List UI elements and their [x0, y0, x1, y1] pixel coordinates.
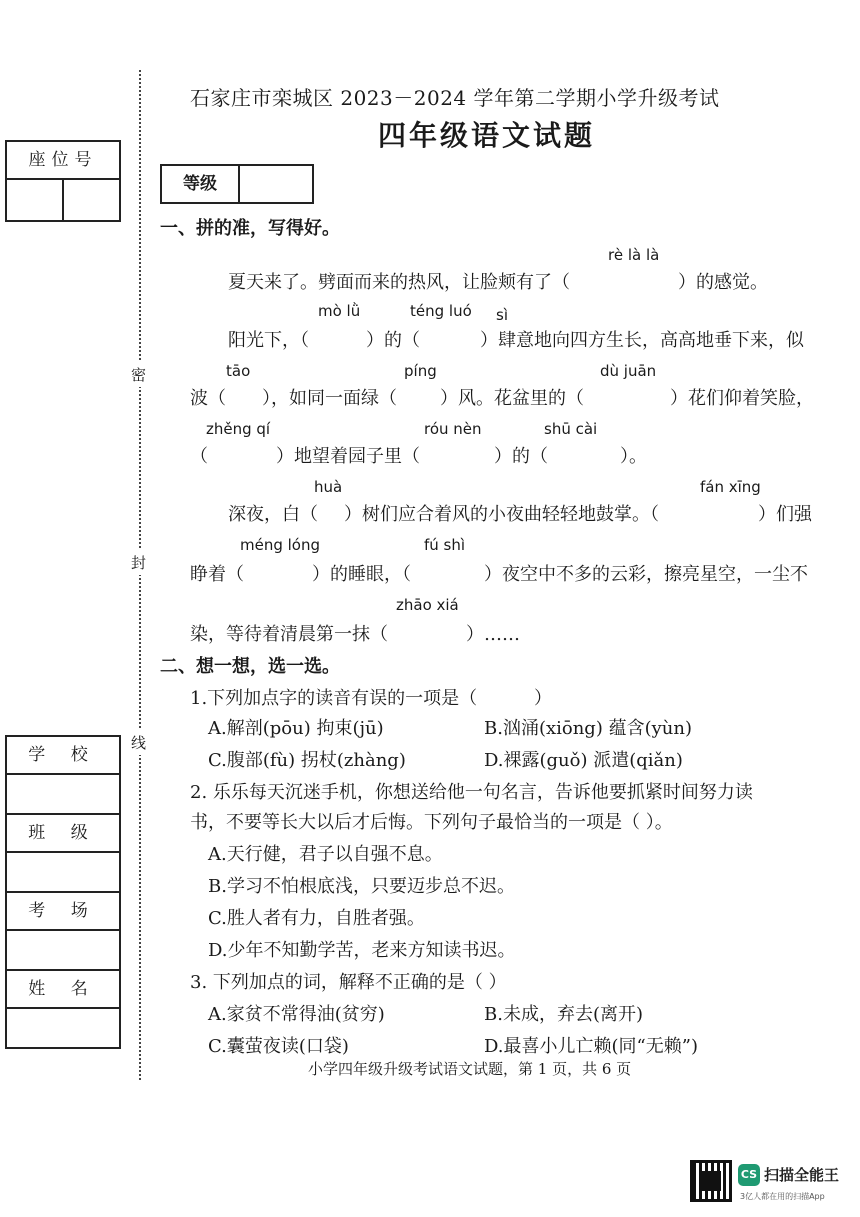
s1-line6-b: ）的睡眼，（ [312, 564, 411, 585]
exam-header: 石家庄市栾城区 2023－2024 学年第二学期小学升级考试 [190, 86, 720, 110]
s1-line7-b: ）…… [466, 624, 520, 645]
q3-option-c[interactable]: C.囊萤夜读(口袋) [208, 1036, 349, 1057]
camscanner-name: 扫描全能王 [764, 1166, 840, 1184]
section2-heading: 二、想一想，选一选。 [160, 656, 340, 677]
q3-option-d[interactable]: D.最喜小儿亡赖(同“无赖”) [484, 1036, 698, 1057]
pinyin-ping: píng [404, 362, 437, 380]
pinyin-fan-xing: fán xīng [700, 478, 761, 496]
school-field[interactable] [7, 775, 119, 815]
grade-box [160, 164, 314, 204]
pinyin-rou-nen: róu nèn [424, 420, 482, 438]
s1-line5-b: ）树们应合着风的小夜曲轻轻地鼓掌。（ [344, 504, 659, 525]
name-field[interactable] [7, 1009, 119, 1047]
page-footer: 小学四年级升级考试语文试题，第 1 页，共 6 页 [308, 1060, 632, 1078]
s1-line4-d: ）。 [620, 446, 647, 467]
pinyin-meng-long: méng lóng [240, 536, 321, 554]
q1-stem-a: 1.下列加点字的读音有误的一项是（ [190, 688, 478, 709]
s1-line3-c: ）风。花盆里的（ [440, 388, 584, 409]
pinyin-re-la-la: rè là là [608, 246, 660, 264]
s1-line5-a: 深夜，白（ [228, 504, 318, 525]
page-title: 四年级语文试题 [378, 119, 596, 152]
q3-stem: 3. 下列加点的词，解释不正确的是（ ） [190, 972, 507, 993]
pinyin-mo-lu: mò lǜ [318, 302, 361, 320]
class-label: 班 级 [7, 815, 119, 853]
pinyin-hua: huà [314, 478, 343, 496]
q1-option-a[interactable]: A.解剖(pōu) 拘束(jū) [208, 718, 384, 739]
seat-number-box [5, 140, 121, 222]
s1-line3-a: 波（ [190, 388, 226, 409]
class-field[interactable] [7, 853, 119, 893]
seat-cell-left[interactable] [7, 180, 64, 220]
student-info-column [5, 735, 121, 1049]
q2-stem-line2: 书，不要等长大以后才后悔。下列句子最恰当的一项是（ ）。 [190, 812, 673, 833]
grade-field[interactable] [240, 166, 312, 202]
pinyin-teng-luo: téng luó [410, 302, 472, 320]
name-label: 姓 名 [7, 971, 119, 1009]
s1-line2-b: ）的（ [366, 330, 420, 351]
pinyin-zhao-xia: zhāo xiá [396, 596, 459, 614]
s1-line7-a: 染，等待着清晨第一抹（ [190, 624, 388, 645]
q1-option-b[interactable]: B.汹涌(xiōng) 蕴含(yùn) [484, 718, 692, 739]
grade-label: 等级 [162, 166, 240, 202]
s1-line6-a: 睁着（ [190, 564, 244, 585]
q1-option-d[interactable]: D.裸露(guǒ) 派遣(qiǎn) [484, 750, 683, 771]
seal-char-xian: 线 [131, 730, 146, 755]
camscanner-tagline: 3亿人都在用的扫描App [740, 1192, 825, 1201]
s1-line1-b: ）的感觉。 [678, 272, 768, 293]
q2-option-a[interactable]: A.天行健，君子以自强不息。 [208, 844, 443, 865]
room-field[interactable] [7, 931, 119, 971]
qr-code-icon [690, 1160, 732, 1202]
q3-option-b[interactable]: B.未成，弃去(离开) [484, 1004, 643, 1025]
q2-stem-line1: 2. 乐乐每天沉迷手机，你想送给他一句名言，告诉他要抓紧时间努力读 [190, 782, 753, 803]
seat-cell-right[interactable] [64, 180, 119, 220]
pinyin-tao: tāo [226, 362, 251, 380]
pinyin-si: sì [496, 306, 508, 324]
pinyin-shu-cai: shū cài [544, 420, 598, 438]
pinyin-zheng-qi: zhěng qí [206, 420, 271, 438]
school-label: 学 校 [7, 737, 119, 775]
pinyin-fu-shi: fú shì [424, 536, 466, 554]
s1-line2-c: ）肆意地向四方生长，高高地垂下来，似 [480, 330, 804, 351]
pinyin-du-juan: dù juān [600, 362, 657, 380]
s1-line3-d: ）花们仰着笑脸， [670, 388, 814, 409]
s1-line4-a: （ [190, 446, 208, 467]
q3-option-a[interactable]: A.家贫不常得油(贫穷) [208, 1004, 385, 1025]
room-label: 考 场 [7, 893, 119, 931]
q2-option-b[interactable]: B.学习不怕根底浅，只要迈步总不迟。 [208, 876, 515, 897]
s1-line2-a: 阳光下，（ [228, 330, 309, 351]
q1-option-c[interactable]: C.腹部(fù) 拐杖(zhàng) [208, 750, 406, 771]
s1-line1-a: 夏天来了。劈面而来的热风，让脸颊有了（ [228, 272, 570, 293]
s1-line3-b: ），如同一面绿（ [262, 388, 397, 409]
q1-stem-b: ） [534, 688, 552, 709]
camscanner-logo-icon: CS [738, 1164, 760, 1186]
s1-line4-b: ）地望着园子里（ [276, 446, 420, 467]
q2-option-c[interactable]: C.胜人者有力，自胜者强。 [208, 908, 425, 929]
section1-heading: 一、拼的准，写得好。 [160, 218, 340, 239]
seal-dotted-line [139, 70, 141, 1080]
seal-char-mi: 密 [131, 362, 146, 387]
s1-line6-c: ）夜空中不多的云彩，擦亮星空，一尘不 [484, 564, 808, 585]
q2-option-d[interactable]: D.少年不知勤学苦，老来方知读书迟。 [208, 940, 516, 961]
seat-number-label: 座位号 [7, 142, 119, 180]
seal-char-feng: 封 [131, 550, 146, 575]
s1-line4-c: ）的（ [494, 446, 548, 467]
s1-line5-c: ）们强 [758, 504, 812, 525]
